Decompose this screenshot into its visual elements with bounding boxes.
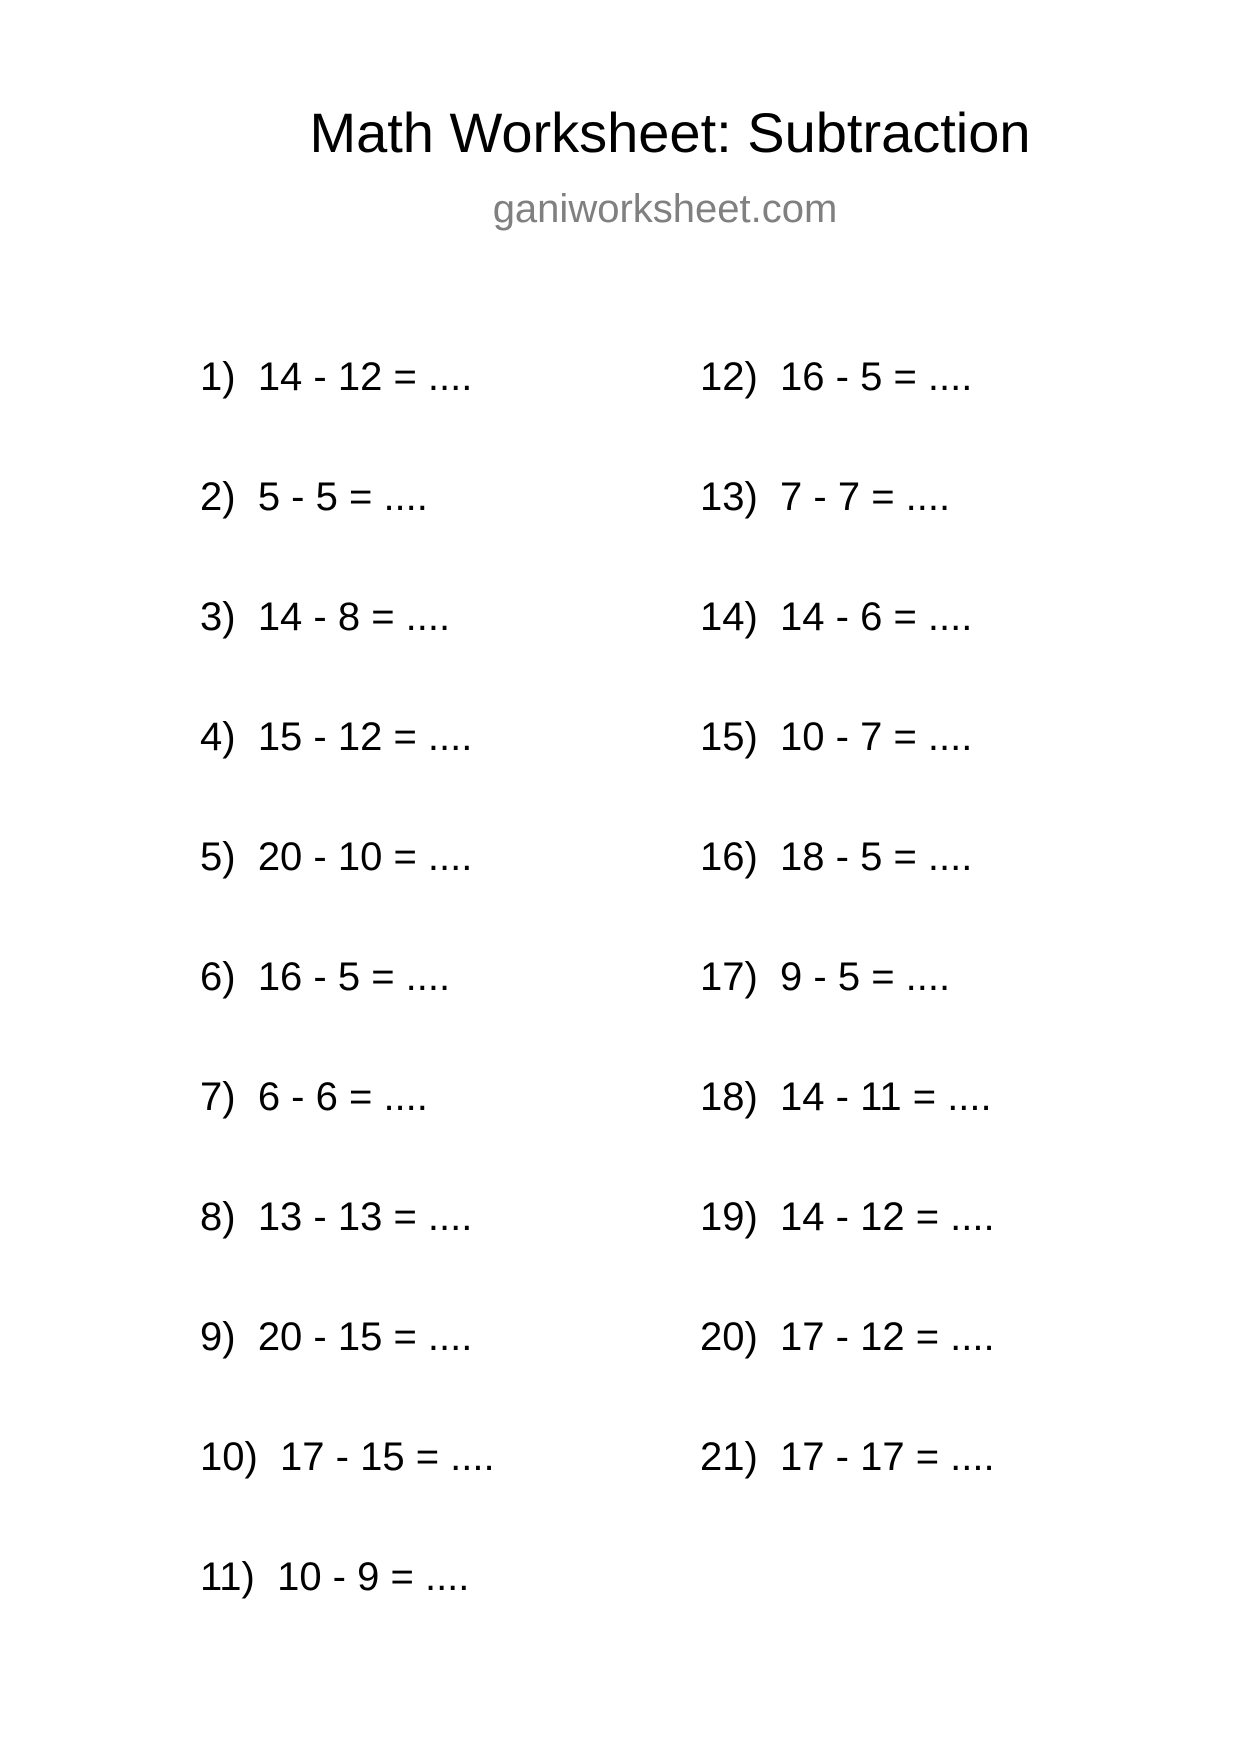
problem-number: 17) — [700, 955, 758, 999]
problem-item — [700, 353, 972, 401]
problem-item — [200, 953, 450, 1001]
problem-number: 14) — [700, 595, 758, 639]
problem-number: 1) — [200, 355, 236, 399]
problem-expression: 14 - 11 = .... — [780, 1075, 992, 1119]
problem-number: 19) — [700, 1195, 758, 1239]
problem-item — [700, 713, 972, 761]
problem-number: 7) — [200, 1075, 236, 1119]
problem-number: 6) — [200, 955, 236, 999]
problem-item — [200, 1433, 495, 1481]
problem-expression: 17 - 12 = .... — [780, 1315, 995, 1359]
problem-number: 21) — [700, 1435, 758, 1479]
problem-expression: 20 - 15 = .... — [257, 1315, 473, 1359]
problem-expression: 6 - 6 = .... — [257, 1075, 428, 1119]
problem-expression: 16 - 5 = .... — [257, 955, 451, 999]
problem-number: 13) — [700, 475, 758, 519]
problem-item — [200, 353, 472, 401]
problem-expression: 16 - 5 = .... — [780, 355, 973, 399]
problem-item — [700, 593, 972, 641]
problem-item — [700, 1433, 995, 1481]
problem-number: 5) — [200, 835, 236, 879]
problem-expression: 14 - 8 = .... — [257, 595, 451, 639]
problem-item — [200, 713, 472, 761]
problem-item — [700, 473, 950, 521]
problem-expression: 14 - 6 = .... — [780, 595, 973, 639]
problem-number: 15) — [700, 715, 758, 759]
problem-number: 12) — [700, 355, 758, 399]
problem-expression: 14 - 12 = .... — [780, 1195, 995, 1239]
problem-item — [200, 1553, 469, 1601]
problem-expression: 9 - 5 = .... — [780, 955, 951, 999]
worksheet-title: Math Worksheet: Subtraction — [309, 101, 1031, 164]
problem-expression: 14 - 12 = .... — [257, 355, 473, 399]
problem-number: 18) — [700, 1075, 758, 1119]
problem-number: 11) — [200, 1555, 255, 1599]
problem-item — [200, 473, 428, 521]
problem-item — [700, 1313, 995, 1361]
problem-item — [700, 833, 972, 881]
problem-number: 3) — [200, 595, 236, 639]
problem-expression: 13 - 13 = .... — [257, 1195, 473, 1239]
problem-expression: 7 - 7 = .... — [780, 475, 951, 519]
problem-number: 2) — [200, 475, 236, 519]
problem-expression: 20 - 10 = .... — [257, 835, 473, 879]
problem-expression: 17 - 17 = .... — [780, 1435, 995, 1479]
problem-number: 10) — [200, 1435, 258, 1479]
problem-item — [700, 1073, 992, 1121]
problem-expression: 5 - 5 = .... — [257, 475, 428, 519]
problem-item — [700, 1193, 995, 1241]
problem-number: 4) — [200, 715, 236, 759]
problem-number: 20) — [700, 1315, 758, 1359]
problem-number: 16) — [700, 835, 758, 879]
problem-item — [200, 1313, 472, 1361]
problem-expression: 18 - 5 = .... — [780, 835, 973, 879]
problem-expression: 10 - 9 = .... — [277, 1555, 470, 1599]
problem-expression: 17 - 15 = .... — [280, 1435, 495, 1479]
problem-number: 8) — [200, 1195, 236, 1239]
problem-expression: 15 - 12 = .... — [257, 715, 473, 759]
problem-item — [200, 593, 450, 641]
problem-item — [700, 953, 950, 1001]
problem-item — [200, 1073, 428, 1121]
problem-expression: 10 - 7 = .... — [780, 715, 973, 759]
problem-number: 9) — [200, 1315, 236, 1359]
problem-item — [200, 833, 472, 881]
site-url: ganiworksheet.com — [492, 187, 838, 231]
problem-item — [200, 1193, 472, 1241]
